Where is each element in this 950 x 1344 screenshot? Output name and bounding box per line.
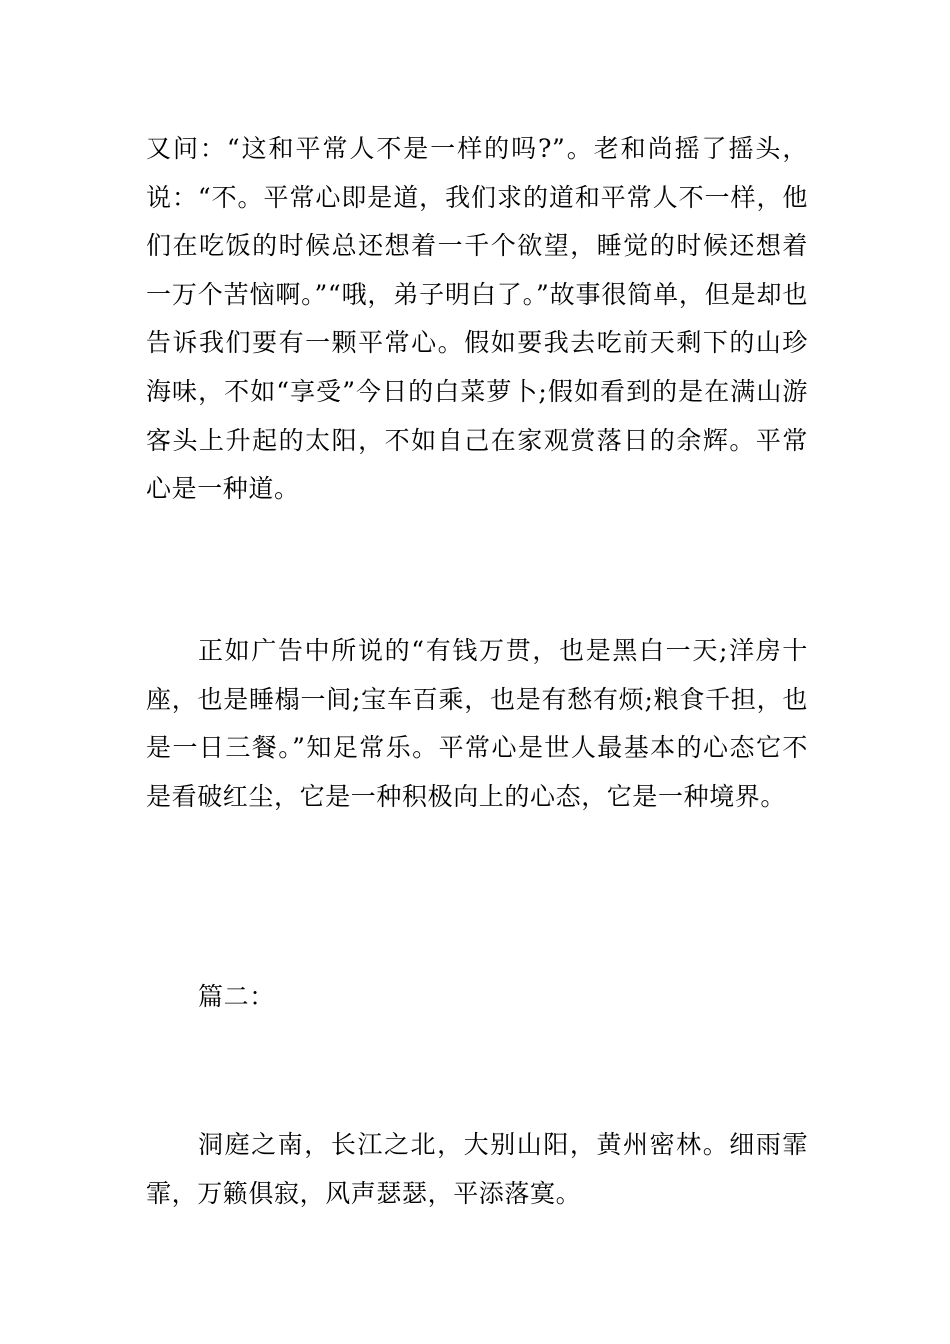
paragraph-advertisement-quote: 正如广告中所说的“有钱万贯，也是黑白一天;洋房十座，也是睡榻一间;宝车百乘，也是有愁有烦;粮食千担，也是一日三餐。”知足常乐。平常心是世人最基本的心态它不是看破红尘，它是一种积极向上的心态，它是一种境界。 bbox=[146, 636, 808, 811]
paragraph-dongting-scene: 洞庭之南，长江之北，大别山阳，黄州密林。细雨霏霏，万籁俱寂，风声瑟瑟，平添落寞。 bbox=[146, 1130, 808, 1208]
section-heading-part-two: 篇二： bbox=[198, 982, 275, 1011]
paragraph-continued-story: 又问：“这和平常人不是一样的吗?”。老和尚摇了摇头，说：“不。平常心即是道，我们求的道和平常人不一样，他们在吃饭的时候总还想着一千个欲望，睡觉的时候还想着一万个苦恼啊。”“哦，弟子明白了。”故事很简单，但是却也告诉我们要有一颗平常心。假如要我去吃前天剩下的山珍海味，不如“享受”今日的白菜萝卜;假如看到的是在满山游客头上升起的太阳，不如自己在家观赏落日的余辉。平常心是一种道。 bbox=[146, 134, 808, 504]
